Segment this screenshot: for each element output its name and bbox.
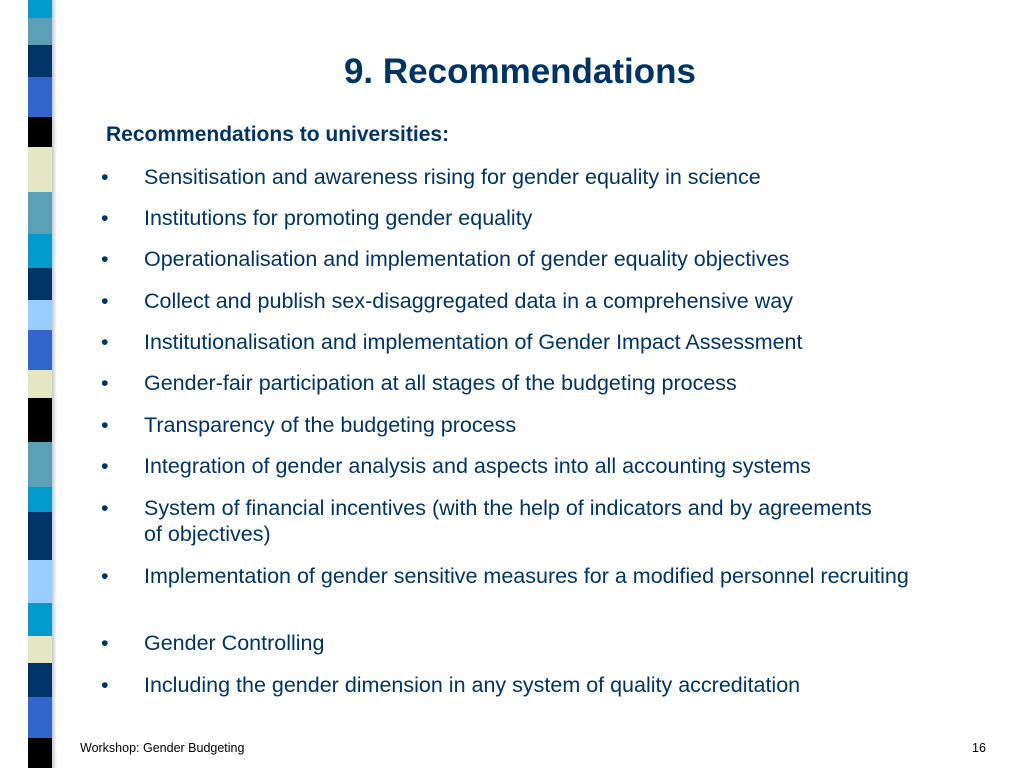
stripe-block: [28, 398, 52, 442]
bullet-marker: •: [101, 631, 109, 655]
stripe-block: [28, 192, 52, 234]
bullet-item: Collect and publish sex-disaggregated data in a comprehensive way: [144, 289, 793, 313]
stripe-block: [28, 300, 52, 330]
bullet-item: Institutionalisation and implementation of Gender Impact Assessment: [144, 330, 803, 354]
bullet-marker: •: [101, 413, 109, 437]
bullet-item: Including the gender dimension in any system of quality accreditation: [144, 673, 801, 697]
bullet-marker: •: [101, 330, 109, 354]
stripe-shadow: [52, 0, 57, 768]
stripe-block: [28, 603, 52, 636]
stripe-block: [28, 147, 52, 192]
stripe-block: [28, 636, 52, 663]
stripe-block: [28, 697, 52, 738]
stripe-block: [28, 442, 52, 487]
stripe-block: [28, 487, 52, 512]
bullet-item: Implementation of gender sensitive measures for a modified personnel recruiting: [144, 564, 909, 588]
stripe-block: [28, 663, 52, 697]
footer-label: Workshop: Gender Budgeting: [80, 741, 245, 755]
slide-subheading: Recommendations to universities:: [106, 123, 450, 146]
bullet-item: Transparency of the budgeting process: [144, 413, 517, 437]
stripe-block: [28, 0, 52, 18]
bullet-marker: •: [101, 673, 109, 697]
bullet-item: System of financial incentives (with the help of indicators and by agreements of objectives): [144, 496, 872, 546]
decorative-stripe: [28, 0, 52, 768]
bullet-marker: •: [101, 289, 109, 313]
stripe-block: [28, 738, 52, 768]
stripe-block: [28, 268, 52, 300]
page-number: 16: [972, 741, 986, 755]
bullet-marker: •: [101, 206, 109, 230]
stripe-block: [28, 370, 52, 398]
slide-title: 9. Recommendations: [343, 52, 697, 91]
bullet-marker: •: [101, 165, 109, 189]
stripe-block: [28, 234, 52, 268]
bullet-marker: •: [101, 454, 109, 478]
stripe-block: [28, 18, 52, 45]
stripe-block: [28, 512, 52, 560]
bullet-item: Institutions for promoting gender equality: [144, 206, 533, 230]
bullet-marker: •: [101, 496, 109, 520]
stripe-block: [28, 117, 52, 147]
bullet-item: Gender Controlling: [144, 631, 325, 655]
bullet-item: Integration of gender analysis and aspects into all accounting systems: [144, 454, 811, 478]
bullet-marker: •: [101, 247, 109, 271]
bullet-marker: •: [101, 371, 109, 395]
bullet-item: Sensitisation and awareness rising for gender equality in science: [144, 165, 761, 189]
bullet-item: Operationalisation and implementation of gender equality objectives: [144, 247, 790, 271]
stripe-block: [28, 330, 52, 370]
bullet-item: Gender-fair participation at all stages of the budgeting process: [144, 371, 737, 395]
bullet-marker: •: [101, 564, 109, 588]
stripe-block: [28, 560, 52, 603]
